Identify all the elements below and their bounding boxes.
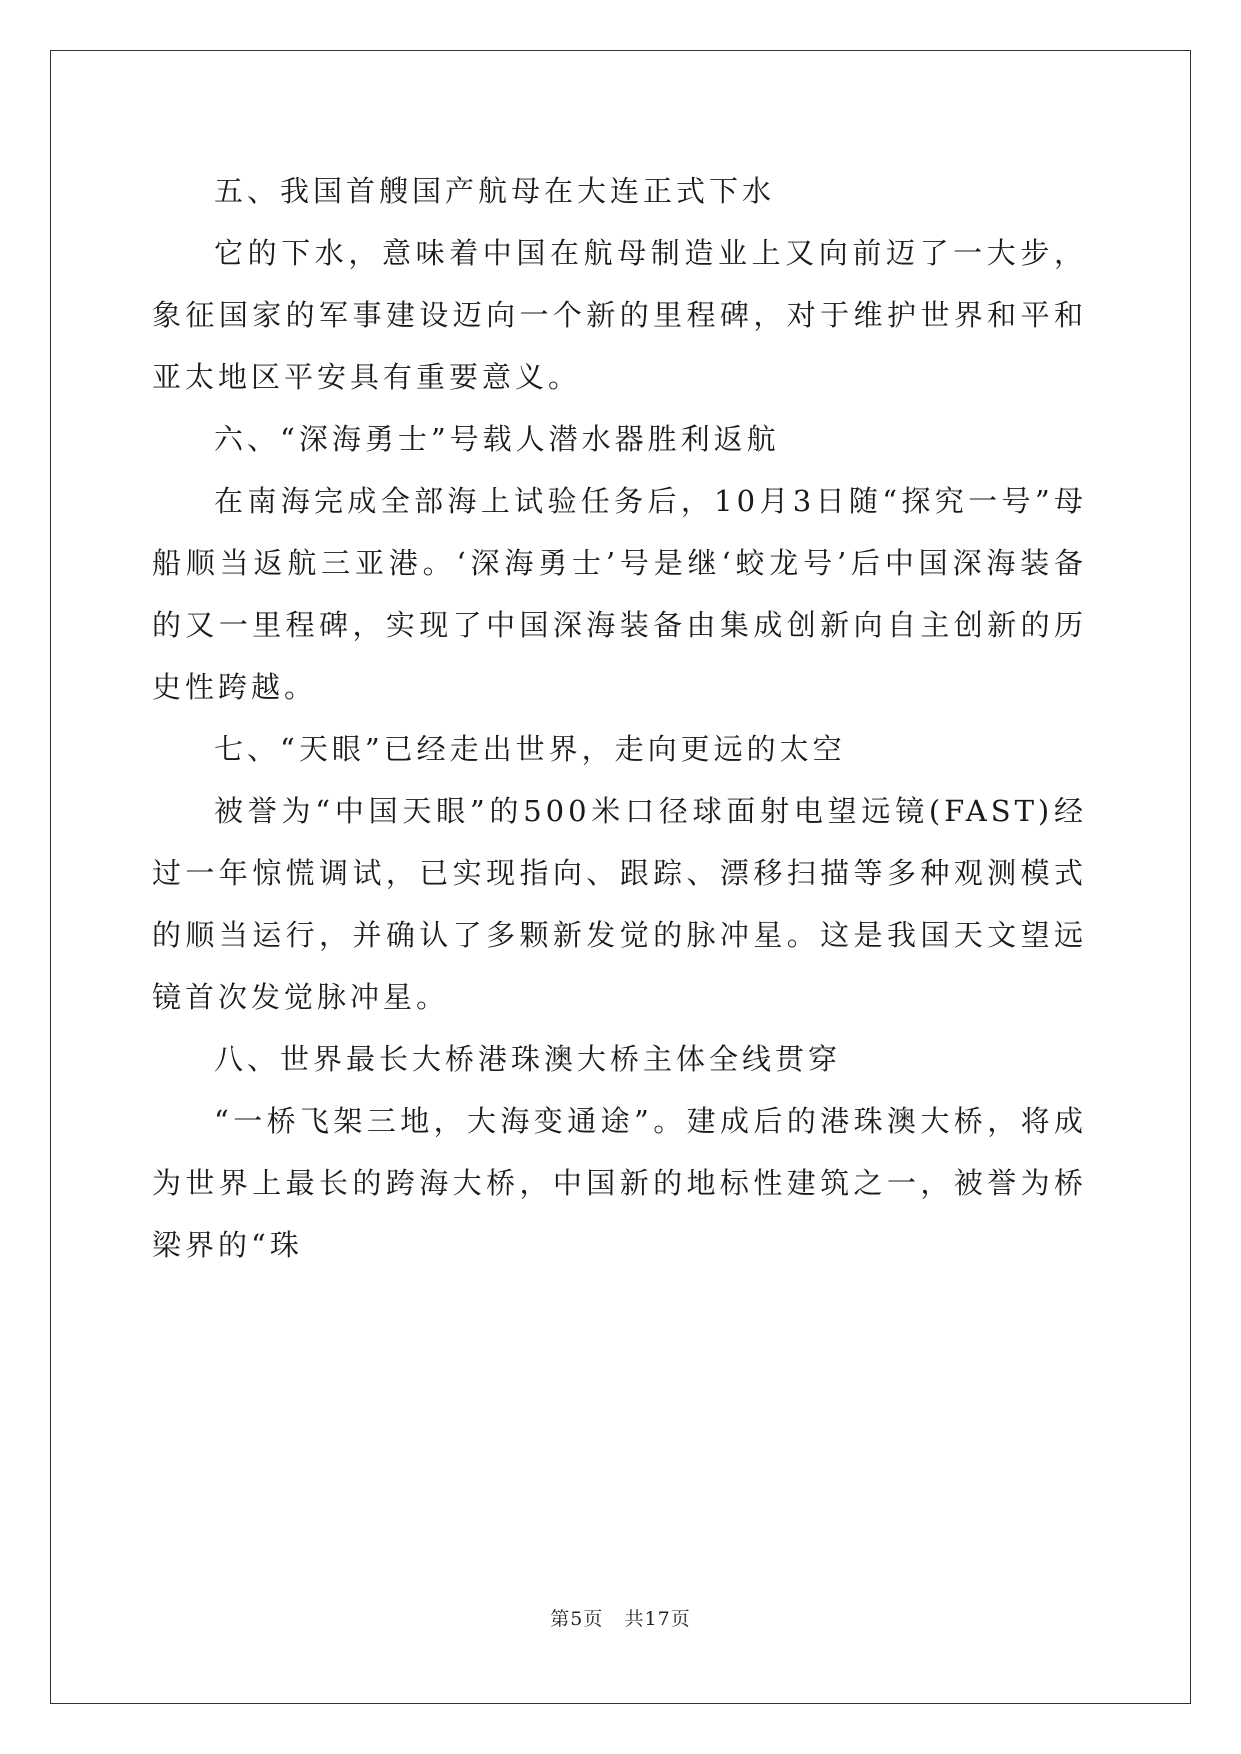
section-heading-8: 八、世界最长大桥港珠澳大桥主体全线贯穿 [214, 1042, 842, 1076]
document-body [152, 160, 1087, 1276]
body-paragraph: 在南海完成全部海上试验任务后，10月3日随“探究一号”母船顺当返航三亚港。‘深海勇士’号是继‘蛟龙号’后中国深海装备的又一里程碑，实现了中国深海装备由集成创新向自主创新的历史性跨越。 [152, 484, 1087, 704]
section-heading-7: 七、“天眼”已经走出世界，走向更远的太空 [214, 732, 846, 766]
section-heading-5: 五、我国首艘国产航母在大连正式下水 [214, 174, 776, 208]
page-total: 共17页 [624, 1608, 691, 1630]
body-paragraph: 它的下水，意味着中国在航母制造业上又向前迈了一大步，象征国家的军事建设迈向一个新的里程碑，对于维护世界和平和亚太地区平安具有重要意义。 [152, 236, 1087, 394]
body-paragraph: 被誉为“中国天眼”的500米口径球面射电望远镜(FAST)经过一年惊慌调试，已实现指向、跟踪、漂移扫描等多种观测模式的顺当运行，并确认了多颗新发觉的脉冲星。这是我国天文望远镜首次发觉脉冲星。 [152, 794, 1087, 1014]
section-heading-6: 六、“深海勇士”号载人潜水器胜利返航 [214, 422, 780, 456]
page-footer [0, 1604, 1241, 1631]
body-paragraph: “一桥飞架三地，大海变通途”。建成后的港珠澳大桥，将成为世界上最长的跨海大桥，中国新的地标性建筑之一，被誉为桥梁界的“珠 [152, 1104, 1087, 1262]
page-number: 第5页 [550, 1608, 604, 1630]
